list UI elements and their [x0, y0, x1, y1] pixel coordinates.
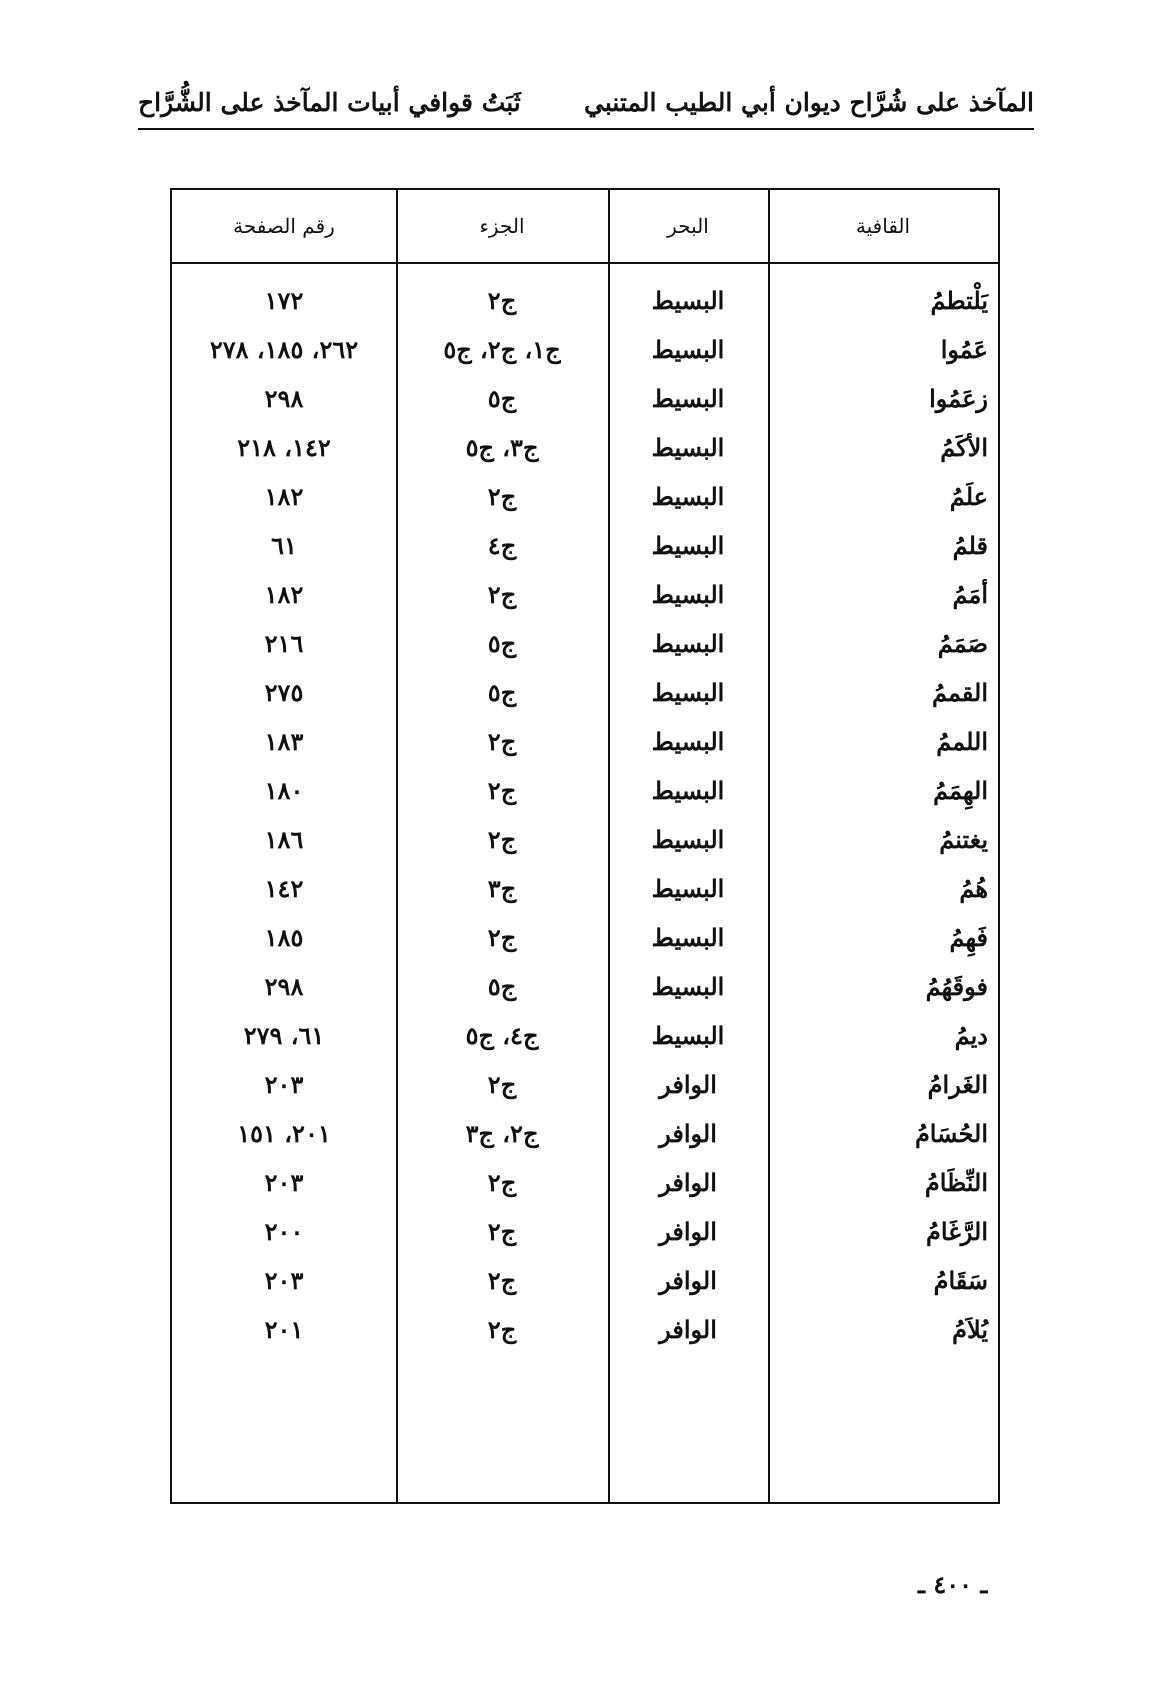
cell-bahr: البسيط — [651, 629, 725, 658]
cell-page: ١٧٢ — [264, 286, 304, 315]
header-row-divider — [172, 262, 998, 264]
column-header-bahr: البحر — [667, 214, 709, 238]
cell-qafiya: يغتنمُ — [939, 825, 988, 854]
cell-qafiya: الغَرامُ — [927, 1070, 988, 1099]
table-row — [172, 1209, 998, 1262]
cell-bahr: البسيط — [651, 482, 725, 511]
cell-page: ٢٩٨ — [264, 384, 304, 413]
cell-juz: ج٢ — [487, 1217, 517, 1246]
table-header-row — [172, 190, 998, 262]
cell-juz: ج٤، ج٥ — [465, 1021, 539, 1050]
table-row — [172, 915, 998, 968]
column-header-qafiya: القافية — [855, 214, 911, 238]
cell-juz: ج١، ج٢، ج٥ — [443, 335, 561, 364]
cell-page: ١٤٢، ٢١٨ — [237, 433, 331, 462]
cell-juz: ج٢ — [487, 482, 517, 511]
cell-juz: ج٥ — [487, 678, 517, 707]
cell-bahr: الوافر — [659, 1119, 717, 1148]
table-row — [172, 1013, 998, 1066]
cell-qafiya: يَلْتطمُ — [930, 286, 988, 315]
cell-qafiya: زعَمُوا — [929, 384, 988, 413]
table-row — [172, 1258, 998, 1311]
rhyme-index-table — [170, 188, 1000, 1504]
table-row — [172, 523, 998, 576]
cell-bahr: البسيط — [651, 335, 725, 364]
table-row — [172, 278, 998, 331]
page-header — [138, 82, 1034, 130]
cell-qafiya: الأكَمُ — [940, 433, 988, 462]
cell-juz: ج٢، ج٣ — [465, 1119, 539, 1148]
cell-page: ٦١، ٢٧٩ — [243, 1021, 325, 1050]
section-title: ثَبَتُ قوافي أبيات المآخذ على الشُّرَّاح — [138, 88, 521, 117]
cell-juz: ج٢ — [487, 727, 517, 756]
cell-qafiya: ديمُ — [954, 1021, 988, 1050]
table-row — [172, 572, 998, 625]
cell-bahr: البسيط — [651, 286, 725, 315]
cell-bahr: البسيط — [651, 972, 725, 1001]
cell-bahr: الوافر — [659, 1315, 717, 1344]
cell-page: ٢٠٣ — [264, 1070, 304, 1099]
cell-page: ١٤٢ — [264, 874, 304, 903]
table-row — [172, 425, 998, 478]
table-row — [172, 719, 998, 772]
cell-qafiya: فَهِمُ — [949, 923, 988, 952]
cell-bahr: الوافر — [659, 1168, 717, 1197]
cell-bahr: البسيط — [651, 825, 725, 854]
cell-juz: ج٢ — [487, 825, 517, 854]
table-row — [172, 1307, 998, 1360]
table-row — [172, 1160, 998, 1213]
cell-bahr: البسيط — [651, 727, 725, 756]
table-row — [172, 327, 998, 380]
cell-page: ١٨٢ — [264, 482, 304, 511]
cell-juz: ج٢ — [487, 1315, 517, 1344]
table-row — [172, 768, 998, 821]
cell-page: ٢٩٨ — [264, 972, 304, 1001]
cell-bahr: الوافر — [659, 1070, 717, 1099]
cell-qafiya: يُلاَمُ — [952, 1315, 988, 1344]
cell-page: ٢٠١ — [264, 1315, 304, 1344]
cell-juz: ج٥ — [487, 384, 517, 413]
page-number: ـ ٤٠٠ ـ — [918, 1570, 988, 1599]
cell-page: ٢٠٣ — [264, 1266, 304, 1295]
cell-bahr: البسيط — [651, 776, 725, 805]
cell-bahr: الوافر — [659, 1266, 717, 1295]
cell-qafiya: علَمُ — [949, 482, 988, 511]
cell-juz: ج٣ — [487, 874, 517, 903]
cell-page: ٢٧٥ — [264, 678, 304, 707]
cell-juz: ج٢ — [487, 923, 517, 952]
cell-page: ٢٦٢، ١٨٥، ٢٧٨ — [209, 335, 359, 364]
cell-bahr: الوافر — [659, 1217, 717, 1246]
cell-qafiya: الهِمَمُ — [933, 776, 988, 805]
cell-qafiya: سَقَامُ — [933, 1266, 988, 1295]
column-header-page: رقم الصفحة — [233, 214, 335, 238]
cell-qafiya: فوقَهُمُ — [925, 972, 988, 1001]
cell-page: ١٨٢ — [264, 580, 304, 609]
cell-page: ١٨٦ — [264, 825, 304, 854]
table-row — [172, 376, 998, 429]
cell-bahr: البسيط — [651, 580, 725, 609]
cell-juz: ج٣، ج٥ — [465, 433, 539, 462]
cell-page: ١٨٣ — [264, 727, 304, 756]
cell-qafiya: أمَمُ — [952, 580, 988, 609]
cell-juz: ج٢ — [487, 580, 517, 609]
cell-qafiya: النِّظَامُ — [924, 1168, 988, 1197]
cell-qafiya: عَمُوا — [940, 335, 988, 364]
cell-bahr: البسيط — [651, 531, 725, 560]
header-divider — [138, 128, 1034, 130]
table-row — [172, 621, 998, 674]
cell-page: ٢٠٣ — [264, 1168, 304, 1197]
table-row — [172, 474, 998, 527]
cell-page: ١٨٥ — [264, 923, 304, 952]
cell-bahr: البسيط — [651, 433, 725, 462]
cell-qafiya: الحُسَامُ — [914, 1119, 988, 1148]
cell-bahr: البسيط — [651, 384, 725, 413]
table-row — [172, 866, 998, 919]
column-header-juz: الجزء — [479, 214, 525, 238]
cell-juz: ج٢ — [487, 286, 517, 315]
cell-bahr: البسيط — [651, 874, 725, 903]
table-row — [172, 817, 998, 870]
cell-page: ٢٠٠ — [264, 1217, 304, 1246]
cell-qafiya: قلمُ — [952, 531, 988, 560]
table-row — [172, 964, 998, 1017]
cell-juz: ج٢ — [487, 776, 517, 805]
cell-bahr: البسيط — [651, 923, 725, 952]
cell-juz: ج٢ — [487, 1266, 517, 1295]
book-title: المآخذ على شُرَّاح ديوان أبي الطيب المتنبي — [584, 88, 1034, 117]
table-row — [172, 1062, 998, 1115]
cell-page: ٢١٦ — [264, 629, 304, 658]
table-row — [172, 670, 998, 723]
cell-page: ٢٠١، ١٥١ — [237, 1119, 331, 1148]
table-row — [172, 1111, 998, 1164]
cell-page: ٦١ — [271, 531, 297, 560]
cell-bahr: البسيط — [651, 678, 725, 707]
cell-juz: ج٤ — [487, 531, 517, 560]
cell-qafiya: هُمُ — [959, 874, 988, 903]
cell-bahr: البسيط — [651, 1021, 725, 1050]
cell-qafiya: اللممُ — [936, 727, 988, 756]
cell-juz: ج٢ — [487, 1168, 517, 1197]
cell-page: ١٨٠ — [264, 776, 304, 805]
cell-qafiya: القممُ — [932, 678, 988, 707]
cell-qafiya: الرَّغَامُ — [926, 1217, 988, 1246]
cell-juz: ج٥ — [487, 972, 517, 1001]
cell-qafiya: صَمَمُ — [937, 629, 988, 658]
cell-juz: ج٢ — [487, 1070, 517, 1099]
cell-juz: ج٥ — [487, 629, 517, 658]
